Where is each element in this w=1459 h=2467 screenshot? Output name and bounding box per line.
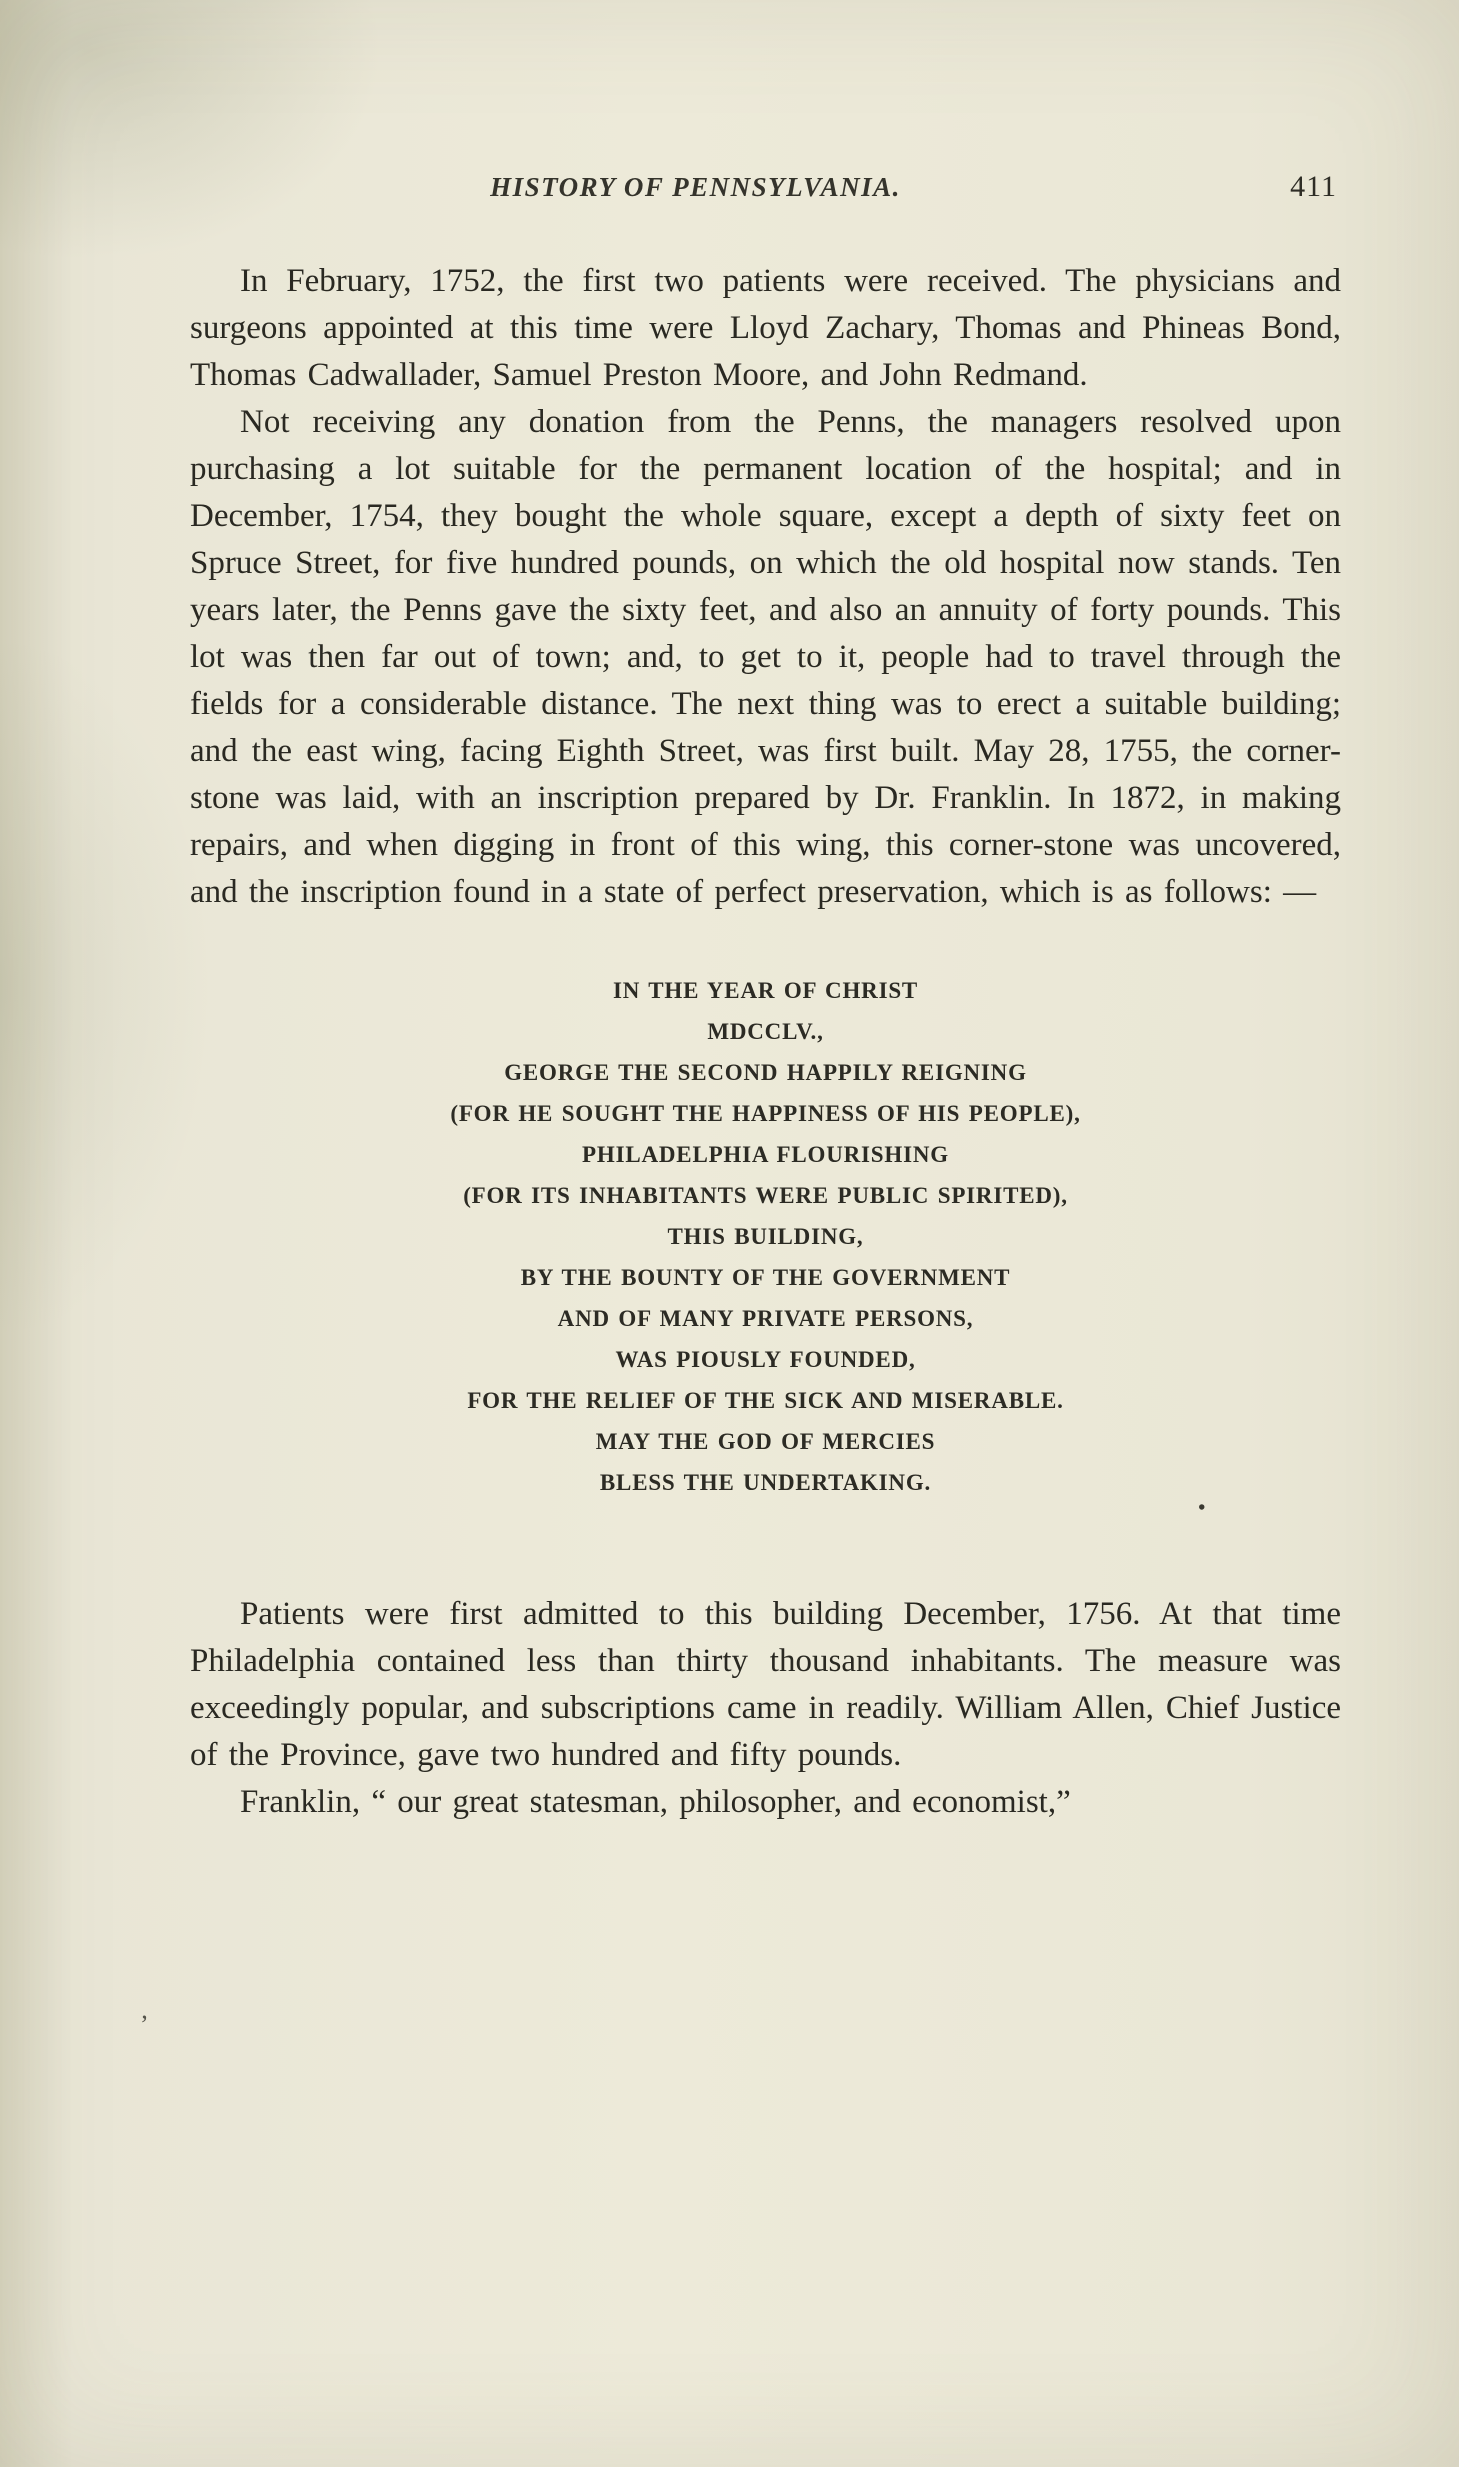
inscription-line: MDCCLV., — [707, 1019, 824, 1044]
inscription-line: MAY THE GOD OF MERCIES — [595, 1429, 936, 1454]
page-body — [190, 258, 1341, 1826]
inscription-line: (FOR HE SOUGHT THE HAPPINESS OF HIS PEOPLE), — [450, 1101, 1081, 1126]
inscription-line: IN THE YEAR OF CHRIST — [612, 978, 919, 1003]
inscription-block — [190, 970, 1341, 1519]
paragraph: Franklin, “ our great statesman, philosopher, and economist,” — [240, 1784, 1071, 1820]
paragraph: Patients were first admitted to this building December, 1756. At that time Philadelphia contained less than thirty thousand inhabitants. The measure was exceedingly popular, and subscriptions came in readily. William Allen, Chief Justice of the Province, gave two hundred and fifty pounds. — [190, 1596, 1341, 1773]
margin-artifact: ’ — [140, 2010, 149, 2039]
inscription-line: PHILADELPHIA FLOURISHING — [582, 1142, 949, 1167]
paragraphs-bottom — [190, 1591, 1341, 1826]
inscription-line: THIS BUILDING, — [667, 1224, 864, 1249]
inscription-line: (FOR ITS INHABITANTS WERE PUBLIC SPIRITED), — [463, 1183, 1068, 1208]
page-header — [190, 172, 1341, 212]
inscription-line: WAS PIOUSLY FOUNDED, — [615, 1347, 916, 1372]
running-title: HISTORY OF PENNSYLVANIA. — [490, 172, 901, 202]
print-speck: • — [1198, 1497, 1206, 1519]
paragraphs-top — [190, 258, 1341, 916]
inscription-line: GEORGE THE SECOND HAPPILY REIGNING — [504, 1060, 1027, 1085]
paragraph: In February, 1752, the first two patients were received. The physicians and surgeons appointed at this time were Lloyd Zachary, Thomas and Phineas Bond, Thomas Cadwallader, Samuel Preston Moore, and John Redmand. — [190, 263, 1341, 393]
inscription-line: FOR THE RELIEF OF THE SICK AND MISERABLE. — [467, 1388, 1064, 1413]
inscription-line: AND OF MANY PRIVATE PERSONS, — [557, 1306, 974, 1331]
page-number: 411 — [1290, 170, 1337, 203]
inscription-line: BY THE BOUNTY OF THE GOVERNMENT — [520, 1265, 1011, 1290]
paragraph: Not receiving any donation from the Penns, the managers resolved upon purchasing a lot suitable for the permanent location of the hospital; and in December, 1754, they bought the whole square, except a depth of sixty feet on Spruce Street, for five hundred pounds, on which the old hospital now stands. Ten years later, the Penns gave the sixty feet, and also an annuity of forty pounds. This lot was then far out of town; and, to get to it, people had to travel through the fields for a considerable distance. The next thing was to erect a suitable building; and the east wing, facing Eighth Street, was first built. May 28, 1755, the corner-stone was laid, with an inscription prepared by Dr. Franklin. In 1872, in making repairs, and when digging in front of this wing, this corner-stone was uncovered, and the inscription found in a state of perfect preservation, which is as follows: — — [190, 404, 1341, 910]
inscription-line: BLESS THE UNDERTAKING. — [599, 1470, 932, 1495]
